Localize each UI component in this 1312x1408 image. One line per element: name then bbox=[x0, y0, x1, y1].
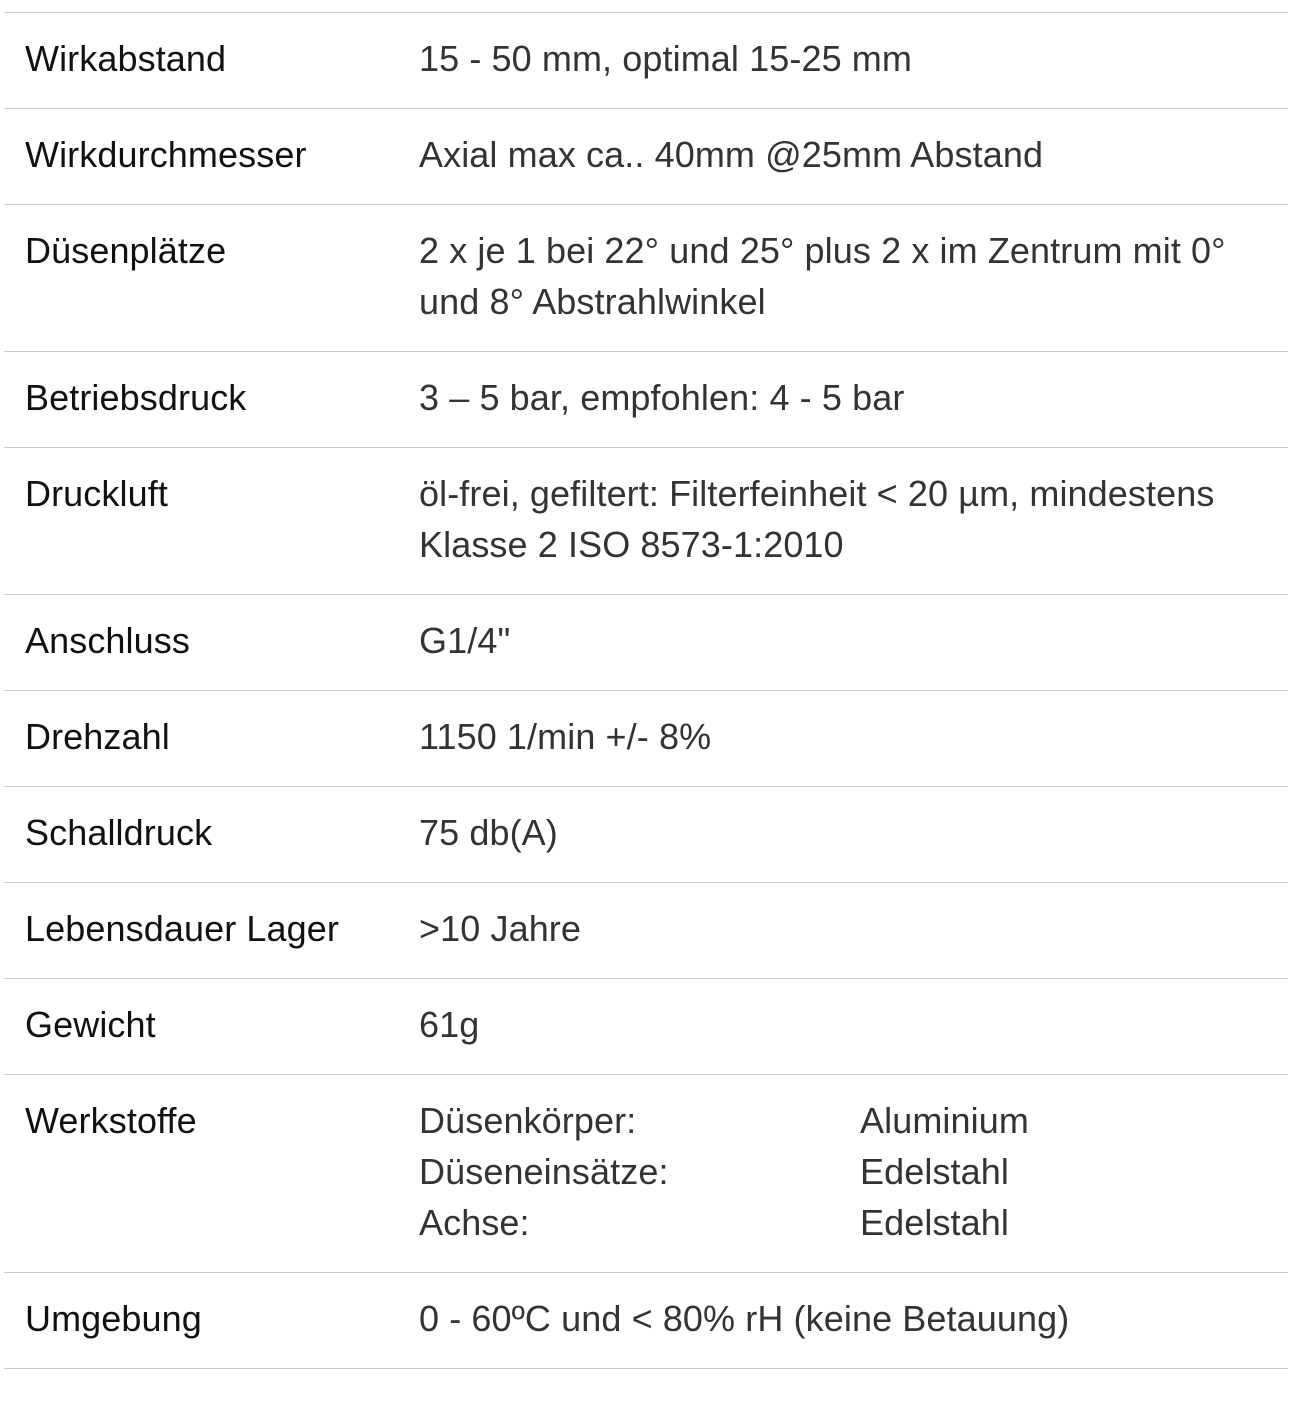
spec-label: Werkstoffe bbox=[25, 1100, 197, 1141]
spec-label: Wirkdurchmesser bbox=[25, 134, 307, 175]
spec-label: Lebensdauer Lager bbox=[25, 908, 339, 949]
material-row bbox=[419, 1095, 1288, 1146]
spec-row-wirkabstand bbox=[4, 13, 1288, 109]
spec-table bbox=[4, 12, 1288, 1369]
spec-row-anschluss bbox=[4, 595, 1288, 691]
spec-row-duesenplaetze bbox=[4, 205, 1288, 352]
spec-row-gewicht bbox=[4, 979, 1288, 1075]
spec-value: 75 db(A) bbox=[419, 812, 558, 853]
spec-label: Betriebsdruck bbox=[25, 377, 247, 418]
spec-row-schalldruck bbox=[4, 787, 1288, 883]
spec-value bbox=[419, 205, 1288, 352]
spec-row-umgebung bbox=[4, 1273, 1288, 1369]
spec-row-betriebsdruck bbox=[4, 352, 1288, 448]
material-row bbox=[419, 1197, 1288, 1248]
spec-label: Umgebung bbox=[25, 1298, 202, 1339]
spec-row-werkstoffe bbox=[4, 1075, 1288, 1273]
spec-value-line: 2 x je 1 bei 22° und 25° plus 2 x im Zentrum mit 0° bbox=[419, 230, 1226, 271]
material-part: Düsenkörper: bbox=[419, 1100, 637, 1141]
spec-value: 1150 1/min +/- 8% bbox=[419, 716, 712, 757]
spec-label: Wirkabstand bbox=[25, 38, 227, 79]
spec-row-wirkdurchmesser bbox=[4, 109, 1288, 205]
material-name: Edelstahl bbox=[860, 1151, 1009, 1192]
spec-label: Anschluss bbox=[25, 620, 190, 661]
spec-value-line: Klasse 2 ISO 8573-1:2010 bbox=[419, 524, 844, 565]
spec-label: Düsenplätze bbox=[25, 230, 227, 271]
spec-label: Druckluft bbox=[25, 473, 168, 514]
spec-row-druckluft bbox=[4, 448, 1288, 595]
spec-label: Gewicht bbox=[25, 1004, 156, 1045]
material-name: Edelstahl bbox=[860, 1202, 1009, 1243]
spec-value: 3 – 5 bar, empfohlen: 4 - 5 bar bbox=[419, 377, 905, 418]
spec-value: 61g bbox=[419, 1004, 480, 1045]
spec-value-materials bbox=[419, 1075, 1288, 1273]
spec-label: Drehzahl bbox=[25, 716, 170, 757]
spec-value bbox=[419, 448, 1288, 595]
spec-value: 0 - 60ºC und < 80% rH (keine Betauung) bbox=[419, 1298, 1070, 1339]
material-row bbox=[419, 1146, 1288, 1197]
spec-value: G1/4" bbox=[419, 620, 511, 661]
spec-value-line: und 8° Abstrahlwinkel bbox=[419, 281, 766, 322]
spec-value: Axial max ca.. 40mm @25mm Abstand bbox=[419, 134, 1044, 175]
material-name: Aluminium bbox=[860, 1100, 1029, 1141]
material-part: Achse: bbox=[419, 1202, 530, 1243]
spec-row-drehzahl bbox=[4, 691, 1288, 787]
spec-value: >10 Jahre bbox=[419, 908, 582, 949]
spec-row-lebensdauer-lager bbox=[4, 883, 1288, 979]
spec-value-line: öl-frei, gefiltert: Filterfeinheit < 20 µm, mindestens bbox=[419, 473, 1215, 514]
spec-value: 15 - 50 mm, optimal 15-25 mm bbox=[419, 38, 912, 79]
material-part: Düseneinsätze: bbox=[419, 1151, 669, 1192]
spec-label: Schalldruck bbox=[25, 812, 213, 853]
